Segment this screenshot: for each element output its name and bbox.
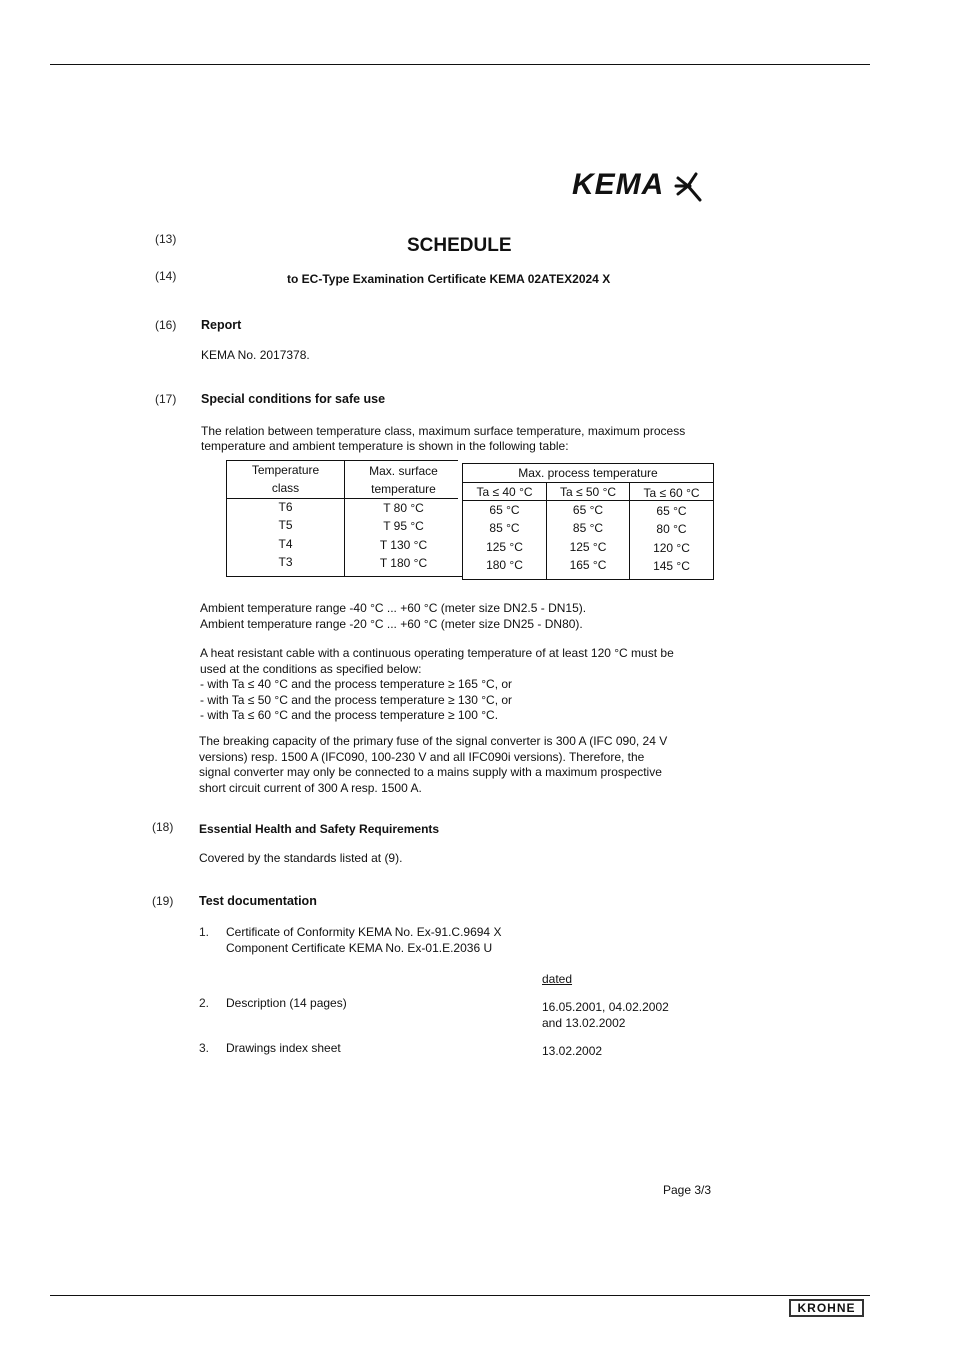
table-line [226, 460, 458, 461]
table-cell: T5 [278, 518, 293, 532]
table-subheader-ta50: Ta ≤ 50 °C [559, 485, 617, 499]
table-cell: 80 °C [656, 522, 687, 536]
essential-requirements-heading: Essential Health and Safety Requirements [199, 822, 440, 836]
test-doc-item-number: 3. [199, 1041, 210, 1055]
table-cell: 120 °C [653, 541, 690, 555]
bottom-rule [50, 1295, 870, 1296]
table-cell: 65 °C [572, 503, 604, 517]
table-cell: T4 [278, 537, 293, 551]
essential-requirements-text: Covered by the standards listed at (9). [199, 851, 403, 865]
cable-conditions-text: A heat resistant cable with a continuous operating temperature of at least 120 °C must be used at the conditions as specified below: - with Ta ≤ 40 °C and the process temperature ≥ 165 °C, or - with Ta ≤ 50 °C and the process temperature ≥ 130 °C, or - with Ta ≤ 60 °C and the process temperature ≥ 100 °C. [200, 646, 674, 722]
report-text: KEMA No. 2017378. [201, 348, 310, 362]
table-line [226, 498, 458, 499]
table-line [462, 463, 714, 464]
section-18-number: (18) [152, 820, 174, 834]
table-cell: 165 °C [569, 558, 607, 572]
table-cell: 65 °C [656, 504, 687, 518]
table-cell: 180 °C [486, 558, 523, 572]
table-cell: T6 [278, 500, 293, 514]
test-doc-item-date: 16.05.2001, 04.02.2002 and 13.02.2002 [542, 1000, 669, 1030]
table-header-temp-class-1: Temperature [251, 463, 320, 477]
section-17-number: (17) [155, 392, 177, 406]
table-header-max-process: Max. process temperature [518, 466, 658, 480]
test-doc-item-text: Description (14 pages) [226, 996, 347, 1010]
table-line [462, 482, 714, 483]
ambient-range-line2: Ambient temperature range -20 °C ... +60 °C (meter size DN25 - DN80). [200, 617, 583, 631]
table-cell: 65 °C [489, 503, 520, 517]
section-19-number: (19) [152, 894, 174, 908]
page-title: SCHEDULE [407, 235, 512, 256]
certificate-subtitle: to EC-Type Examination Certificate KEMA 02ATEX2024 X [287, 272, 611, 286]
table-header-max-surface-1: Max. surface [369, 464, 438, 478]
special-intro-line2: temperature and ambient temperature is shown in the following table: [201, 439, 569, 453]
fuse-capacity-text: The breaking capacity of the primary fuse of the signal converter is 300 A (IFC 090, 24 V versions) resp. 1500 A (IFC090, 100-230 V and all IFC090i versions). Therefore, the signal converter may only be connected to a mains supply with a maximum prospective short circuit current of 300 A resp. 1500 A. [199, 734, 668, 795]
table-cell: T 130 °C [379, 538, 428, 552]
special-conditions-heading: Special conditions for safe use [201, 392, 386, 406]
dated-label: dated [542, 972, 573, 986]
test-doc-item-date: 13.02.2002 [542, 1044, 603, 1058]
kema-logo-text: KEMA [572, 168, 665, 201]
table-cell: T 80 °C [383, 501, 424, 515]
table-cell: T 95 °C [383, 519, 424, 533]
top-rule [50, 64, 870, 65]
table-cell: T 180 °C [379, 556, 428, 570]
section-14-number: (14) [155, 269, 177, 283]
table-header-temp-class-2: class [271, 481, 300, 495]
special-intro-line1: The relation between temperature class, maximum surface temperature, maximum process [201, 424, 686, 438]
page-number: Page 3/3 [663, 1183, 712, 1197]
kema-logo-mark-icon [674, 170, 706, 206]
table-subheader-ta40: Ta ≤ 40 °C [476, 485, 533, 499]
table-line [713, 463, 714, 580]
test-doc-item-text: Drawings index sheet [226, 1041, 341, 1055]
ambient-range-line1: Ambient temperature range -40 °C ... +60 °C (meter size DN2.5 - DN15). [200, 601, 587, 615]
kema-logo [572, 168, 664, 202]
report-heading: Report [201, 318, 242, 332]
table-subheader-ta60: Ta ≤ 60 °C [643, 486, 700, 500]
test-doc-item-number: 1. [199, 925, 210, 939]
table-cell: 125 °C [486, 540, 523, 554]
table-header-max-surface-2: temperature [371, 482, 436, 496]
table-cell: 85 °C [572, 521, 604, 535]
table-line [462, 500, 714, 501]
table-cell: 145 °C [653, 559, 690, 573]
test-doc-item-text: Certificate of Conformity KEMA No. Ex-91.C.9694 X Component Certificate KEMA No. Ex-01.E.2036 U [226, 925, 502, 955]
test-doc-item-number: 2. [199, 996, 210, 1010]
test-documentation-heading: Test documentation [199, 894, 317, 908]
table-cell: 85 °C [489, 521, 520, 535]
section-16-number: (16) [155, 318, 177, 332]
table-cell: T3 [278, 555, 293, 569]
table-line [462, 579, 714, 580]
krohne-logo: KROHNE [789, 1299, 864, 1317]
table-cell: 125 °C [569, 540, 607, 554]
section-13-number: (13) [155, 232, 177, 246]
